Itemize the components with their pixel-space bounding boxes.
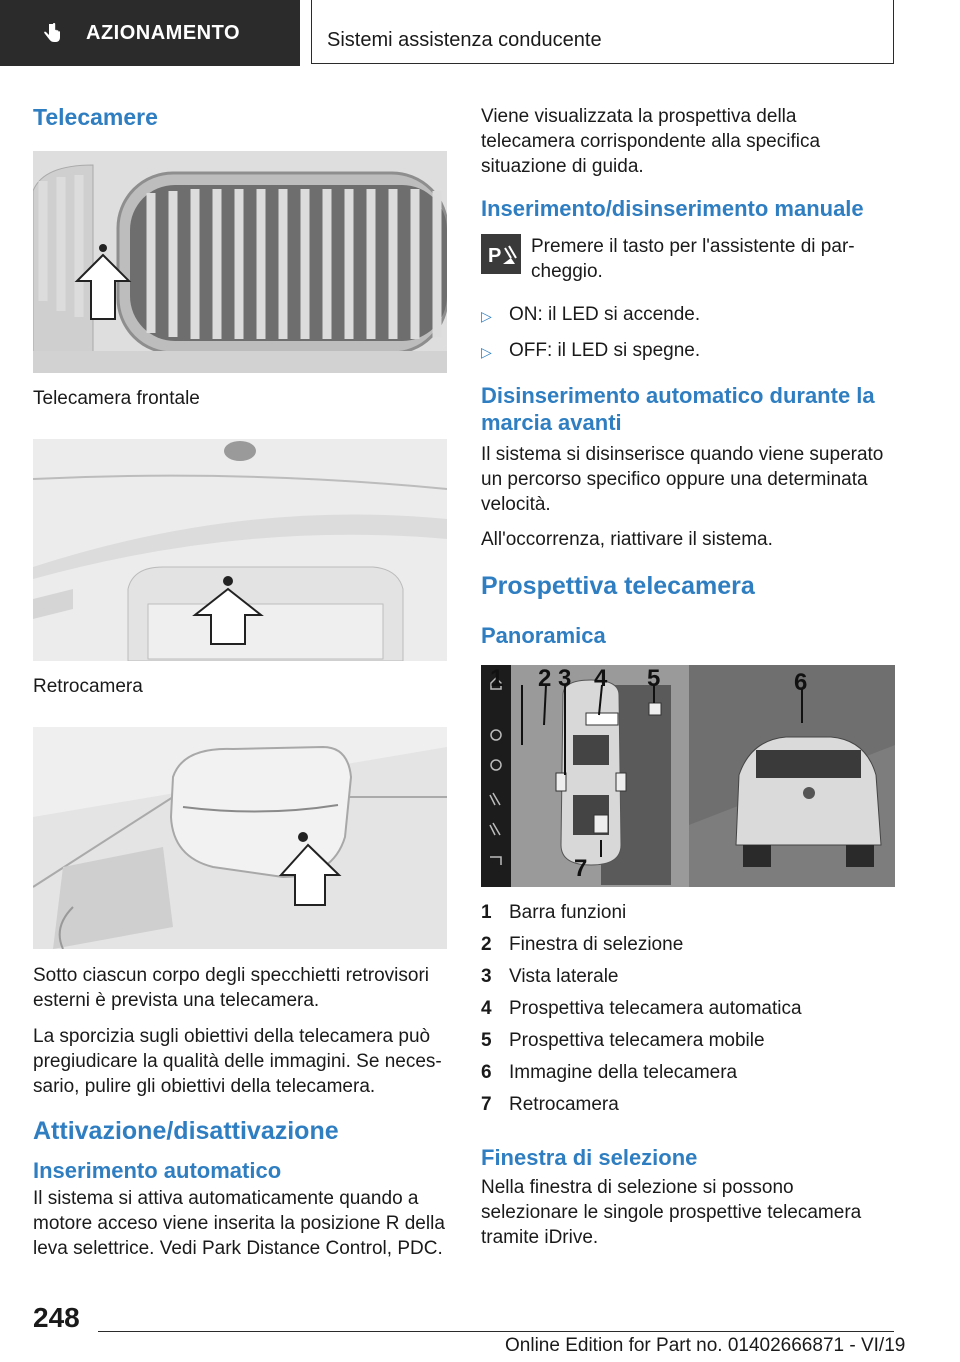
triangle-bullet-icon: ▷ — [481, 308, 492, 324]
button-instruction — [481, 234, 895, 284]
callout-3: 3 — [558, 665, 572, 692]
chapter-tab — [0, 0, 300, 66]
camera-display-illustration — [481, 665, 895, 887]
page-header — [0, 0, 960, 66]
led-bullets — [481, 302, 895, 365]
mirror-camera-figure — [33, 727, 447, 949]
legend-item: 7 Retrocamera — [481, 1094, 619, 1115]
callout-7: 7 — [574, 855, 588, 882]
para-mirror-cameras: Sotto ciascun corpo degli specchietti retrovisori esterni è prevista una telecamera. — [33, 965, 430, 1011]
section-label: Sistemi assistenza conducente — [327, 29, 602, 51]
heading-activation: Attivazione/disattivazione — [33, 1117, 339, 1145]
page-number: 248 — [33, 1302, 80, 1333]
caption-rear-camera: Retrocamera — [33, 676, 143, 697]
section-box — [311, 0, 894, 64]
footer-divider — [98, 1331, 894, 1332]
legend-item: 1 Barra funzioni — [481, 902, 627, 923]
callout-2: 2 — [538, 665, 552, 692]
para-lens-dirt: La sporcizia sugli obiettivi della telecamera può pregiudicare la qualità delle immagini. Se necessario, pulire gli obiettivi della telecamera. — [33, 1026, 442, 1097]
para-press-button: Premere il tasto per l'assistente di parcheggio. — [531, 236, 855, 282]
legend-item: 4 Prospettiva telecamera automatica — [481, 998, 802, 1019]
overview-figure — [481, 665, 895, 887]
para-auto-off: Il sistema si disinserisce quando viene superato un percorso specifico oppure una determinata velocità. — [481, 444, 884, 515]
parking-assist-button-icon — [481, 234, 521, 274]
rear-tailgate-illustration — [33, 439, 447, 661]
heading-overview: Panoramica — [481, 623, 606, 648]
legend-item: 2 Finestra di selezione — [481, 934, 684, 955]
para-selection: Nella finestra di selezione si possono selezionare le singole prospettive telecamera tramite iDrive. — [481, 1177, 862, 1248]
para-view: Viene visualizzata la prospettiva della telecamera corrispondente alla specifica situazione di guida. — [481, 106, 821, 177]
hand-pointer-icon — [40, 22, 64, 46]
heading-perspective: Prospettiva telecamera — [481, 572, 755, 600]
front-grille-illustration — [33, 151, 447, 373]
heading-manual: Inserimento/disinserimento manuale — [481, 196, 864, 221]
para-reactivate: All'occorrenza, riattivare il sistema. — [481, 529, 773, 550]
rear-camera-figure — [33, 439, 447, 661]
overview-legend — [481, 897, 895, 1121]
callout-6: 6 — [794, 669, 808, 696]
chapter-label: AZIONAMENTO — [86, 22, 241, 44]
side-mirror-illustration — [33, 727, 447, 949]
bullet-text: OFF: il LED si spegne. — [509, 340, 701, 361]
bullet-on — [481, 302, 895, 329]
heading-auto-off: Disinserimento automatico durante la marcia avanti — [481, 383, 875, 435]
caption-front-camera: Telecamera frontale — [33, 388, 200, 409]
bullet-text: ON: il LED si accende. — [509, 304, 701, 325]
triangle-bullet-icon: ▷ — [481, 344, 492, 360]
right-column — [481, 100, 895, 1250]
front-camera-figure — [33, 151, 447, 373]
callout-4: 4 — [594, 665, 608, 692]
legend-item: 3 Vista laterale — [481, 966, 619, 987]
heading-telecamere: Telecamere — [33, 104, 158, 130]
heading-auto-on: Inserimento automatico — [33, 1158, 282, 1183]
edition-info: Online Edition for Part no. 01402666871 - VI/19 — [505, 1335, 906, 1356]
legend-item: 5 Prospettiva telecamera mobile — [481, 1030, 765, 1051]
bullet-off — [481, 338, 895, 365]
left-column — [33, 100, 447, 1261]
svg-text:P: P — [488, 245, 502, 267]
para-auto-on: Il sistema si attiva automaticamente quando a motore acceso viene inserita la posizione R della leva selettrice. Vedi Park Distance Control, PDC. — [33, 1188, 445, 1259]
legend-item: 6 Immagine della telecamera — [481, 1062, 738, 1083]
callout-5: 5 — [647, 665, 661, 692]
heading-selection: Finestra di selezione — [481, 1145, 698, 1170]
callout-1: 1 — [490, 665, 504, 692]
